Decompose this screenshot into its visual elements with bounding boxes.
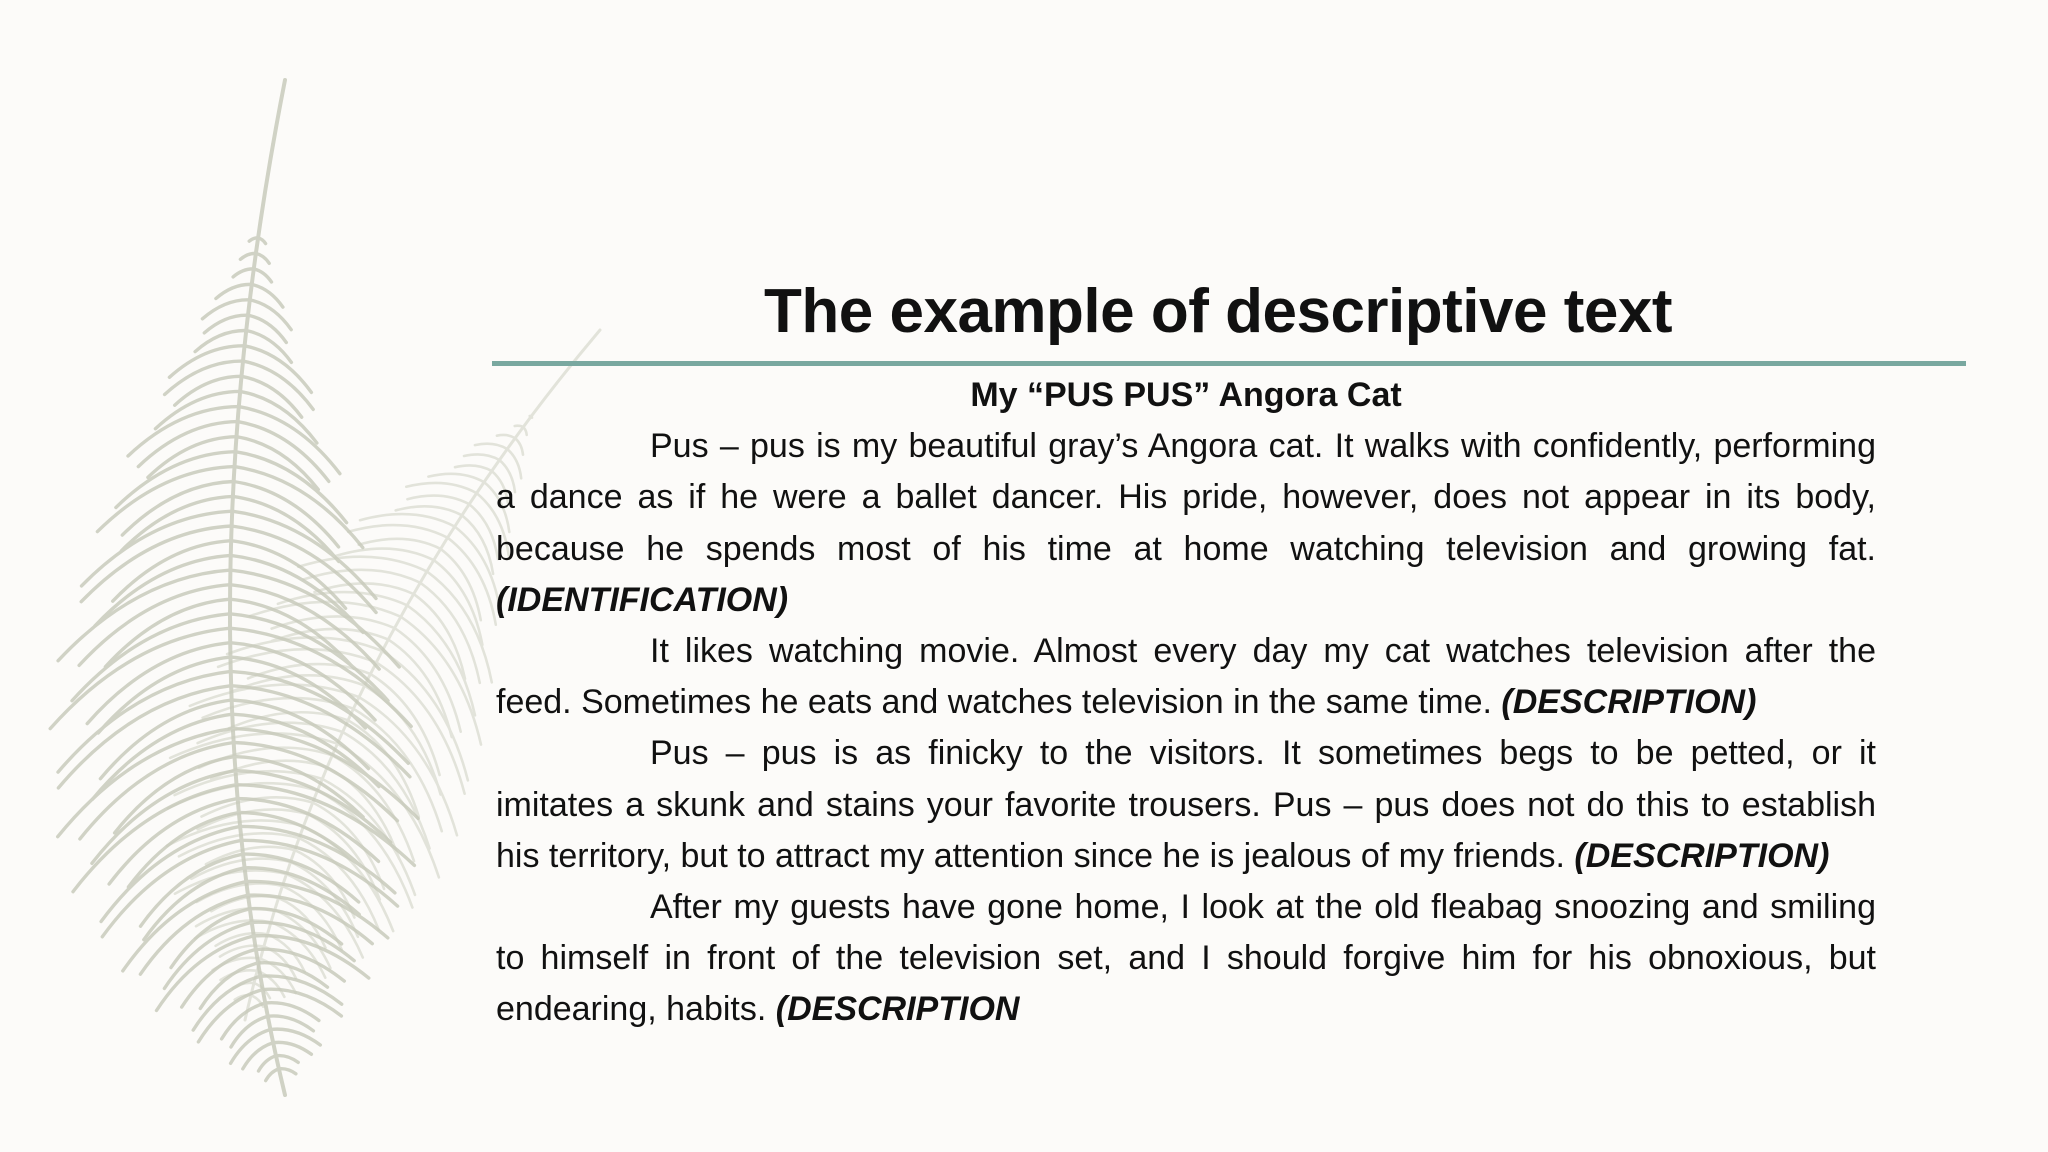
- paragraph-3: [496, 728, 1876, 882]
- paragraph-text: Pus – pus is as finicky to the visitors. It sometimes begs to be petted, or it imitates a skunk and stains your favorite trousers. Pus – pus does not do this to establish his territory, but to attract my attention since he is jealous of my friends.: [496, 734, 1876, 875]
- paragraph-tag: (DESCRIPTION: [775, 990, 1020, 1029]
- paragraph-2: [496, 626, 1876, 728]
- paragraph-1: [496, 421, 1876, 626]
- paragraph-tag: (DESCRIPTION): [1501, 683, 1757, 722]
- paragraph-4: [496, 882, 1876, 1036]
- paragraph-tag: (IDENTIFICATION): [496, 580, 789, 619]
- page-title: The example of descriptive text: [764, 277, 1672, 346]
- paragraph-tag: (DESCRIPTION): [1574, 836, 1830, 875]
- text-subtitle: My “PUS PUS” Angora Cat: [970, 376, 1402, 414]
- paragraph-text: It likes watching movie. Almost every day my cat watches television after the feed. Sometimes he eats and watches television in the same time.: [496, 632, 1876, 722]
- paragraph-text: Pus – pus is my beautiful gray’s Angora cat. It walks with confidently, performing a dance as if he were a ballet dancer. His pride, however, does not appear in its body, because he spends most of his time at home watching television and growing fat.: [496, 427, 1876, 568]
- title-divider: [492, 361, 1966, 366]
- text-body: [496, 370, 1876, 1036]
- paragraph-text: After my guests have gone home, I look at the old fleabag snoozing and smiling to himself in front of the television set, and I should forgive him for his obnoxious, but endearing, habits.: [496, 888, 1876, 1029]
